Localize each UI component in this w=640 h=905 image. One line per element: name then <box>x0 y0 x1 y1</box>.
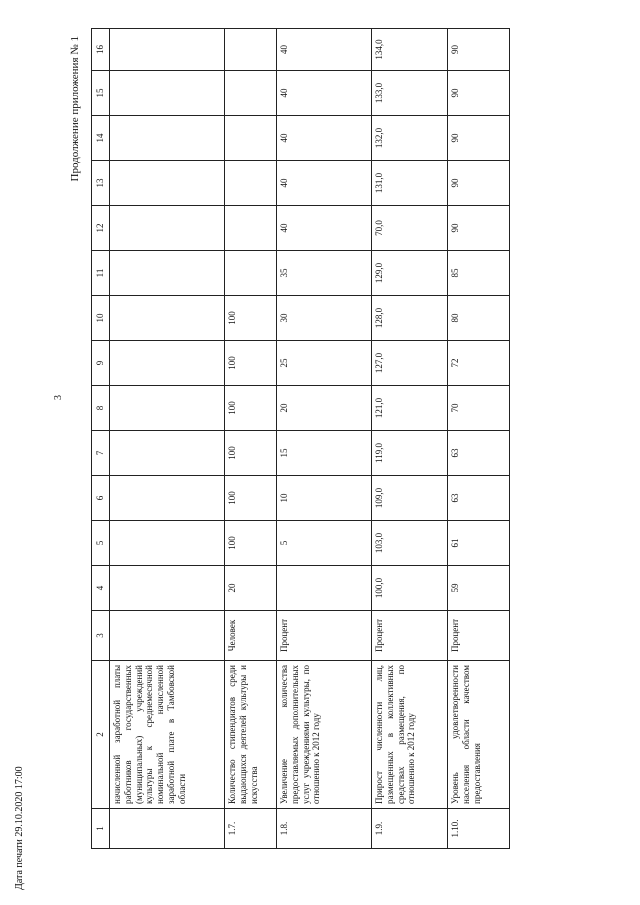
header-cell: 3 <box>92 611 110 661</box>
value-cell: 40 <box>277 116 372 161</box>
value-cell: 40 <box>277 29 372 71</box>
table-row <box>225 29 277 849</box>
header-cell: 16 <box>92 29 110 71</box>
value-cell: 131,0 <box>372 161 448 206</box>
value-cell <box>110 521 225 566</box>
value-cell <box>110 296 225 341</box>
value-cell: 63 <box>448 431 510 476</box>
header-cell: 8 <box>92 386 110 431</box>
value-cell: 85 <box>448 251 510 296</box>
value-cell: 121,0 <box>372 386 448 431</box>
rotated-page-content <box>69 34 617 849</box>
value-cell: 100 <box>225 341 277 386</box>
value-cell <box>110 431 225 476</box>
value-cell <box>110 206 225 251</box>
value-cell: 90 <box>448 116 510 161</box>
row-number: 1.9. <box>372 809 448 849</box>
value-cell: 70 <box>448 386 510 431</box>
header-cell: 7 <box>92 431 110 476</box>
value-cell: 5 <box>277 521 372 566</box>
value-cell: 100 <box>225 431 277 476</box>
value-cell <box>110 71 225 116</box>
table-row <box>277 29 372 849</box>
header-row <box>92 29 110 849</box>
value-cell: 90 <box>448 161 510 206</box>
value-cell: 61 <box>448 521 510 566</box>
table-row <box>372 29 448 849</box>
table-row <box>448 29 510 849</box>
indicator-name: начисленной заработной платы работников государственных (муниципальных) учреждений культуры к среднемесячной номинальной начисленной заработной плате в Тамбовской области <box>110 661 225 809</box>
continuation-label: Продолжение приложения № 1 <box>69 36 81 182</box>
value-cell: 20 <box>277 386 372 431</box>
value-cell: 10 <box>277 476 372 521</box>
indicator-name: Количество стипендиатов среди выдающихся деятелей культуры и искусства <box>225 661 277 809</box>
value-cell: 40 <box>277 161 372 206</box>
value-cell: 103,0 <box>372 521 448 566</box>
value-cell <box>110 566 225 611</box>
unit-cell: Процент <box>448 611 510 661</box>
header-cell: 15 <box>92 71 110 116</box>
value-cell: 90 <box>448 206 510 251</box>
value-cell: 90 <box>448 71 510 116</box>
header-cell: 9 <box>92 341 110 386</box>
value-cell <box>225 116 277 161</box>
header-cell: 6 <box>92 476 110 521</box>
value-cell: 100 <box>225 476 277 521</box>
value-cell: 80 <box>448 296 510 341</box>
indicators-table <box>91 28 510 849</box>
value-cell: 40 <box>277 71 372 116</box>
value-cell: 72 <box>448 341 510 386</box>
value-cell: 70,0 <box>372 206 448 251</box>
value-cell <box>277 566 372 611</box>
header-cell: 12 <box>92 206 110 251</box>
value-cell: 133,0 <box>372 71 448 116</box>
header-cell: 2 <box>92 661 110 809</box>
header-cell: 5 <box>92 521 110 566</box>
unit-cell: Человек <box>225 611 277 661</box>
unit-cell <box>110 611 225 661</box>
value-cell: 109,0 <box>372 476 448 521</box>
value-cell <box>225 71 277 116</box>
value-cell <box>110 161 225 206</box>
header-cell: 11 <box>92 251 110 296</box>
value-cell: 100 <box>225 386 277 431</box>
header-cell: 10 <box>92 296 110 341</box>
value-cell: 100 <box>225 296 277 341</box>
value-cell <box>225 206 277 251</box>
value-cell: 30 <box>277 296 372 341</box>
value-cell <box>225 251 277 296</box>
value-cell: 90 <box>448 29 510 71</box>
value-cell: 100,0 <box>372 566 448 611</box>
value-cell: 40 <box>277 206 372 251</box>
row-number: 1.7. <box>225 809 277 849</box>
header-cell: 13 <box>92 161 110 206</box>
value-cell: 20 <box>225 566 277 611</box>
unit-cell: Процент <box>372 611 448 661</box>
value-cell <box>225 29 277 71</box>
value-cell: 129,0 <box>372 251 448 296</box>
value-cell: 119,0 <box>372 431 448 476</box>
value-cell: 25 <box>277 341 372 386</box>
value-cell: 35 <box>277 251 372 296</box>
value-cell: 15 <box>277 431 372 476</box>
value-cell <box>110 386 225 431</box>
value-cell: 127,0 <box>372 341 448 386</box>
row-number: 1.8. <box>277 809 372 849</box>
value-cell <box>110 29 225 71</box>
value-cell: 100 <box>225 521 277 566</box>
print-date: Дата печати 29.10.2020 17:00 <box>14 766 25 890</box>
value-cell: 59 <box>448 566 510 611</box>
header-cell: 14 <box>92 116 110 161</box>
header-cell: 1 <box>92 809 110 849</box>
value-cell: 63 <box>448 476 510 521</box>
value-cell <box>110 476 225 521</box>
row-number <box>110 809 225 849</box>
value-cell: 134,0 <box>372 29 448 71</box>
value-cell <box>110 251 225 296</box>
indicator-name: Уровень удовлетворенности населения области качеством предоставления <box>448 661 510 809</box>
table-row <box>110 29 225 849</box>
header-cell: 4 <box>92 566 110 611</box>
value-cell <box>110 341 225 386</box>
unit-cell: Процент <box>277 611 372 661</box>
value-cell: 132,0 <box>372 116 448 161</box>
value-cell: 128,0 <box>372 296 448 341</box>
row-number: 1.10. <box>448 809 510 849</box>
page-number: 3 <box>53 395 64 400</box>
value-cell <box>110 116 225 161</box>
value-cell <box>225 161 277 206</box>
indicator-name: Увеличение количества предоставляемых дополнительных услуг учреждениями культуры, по отношению к 2012 году <box>277 661 372 809</box>
indicator-name: Прирост численности лиц, размещенных в коллективных средствах размещения, по отношению к 2012 году <box>372 661 448 809</box>
